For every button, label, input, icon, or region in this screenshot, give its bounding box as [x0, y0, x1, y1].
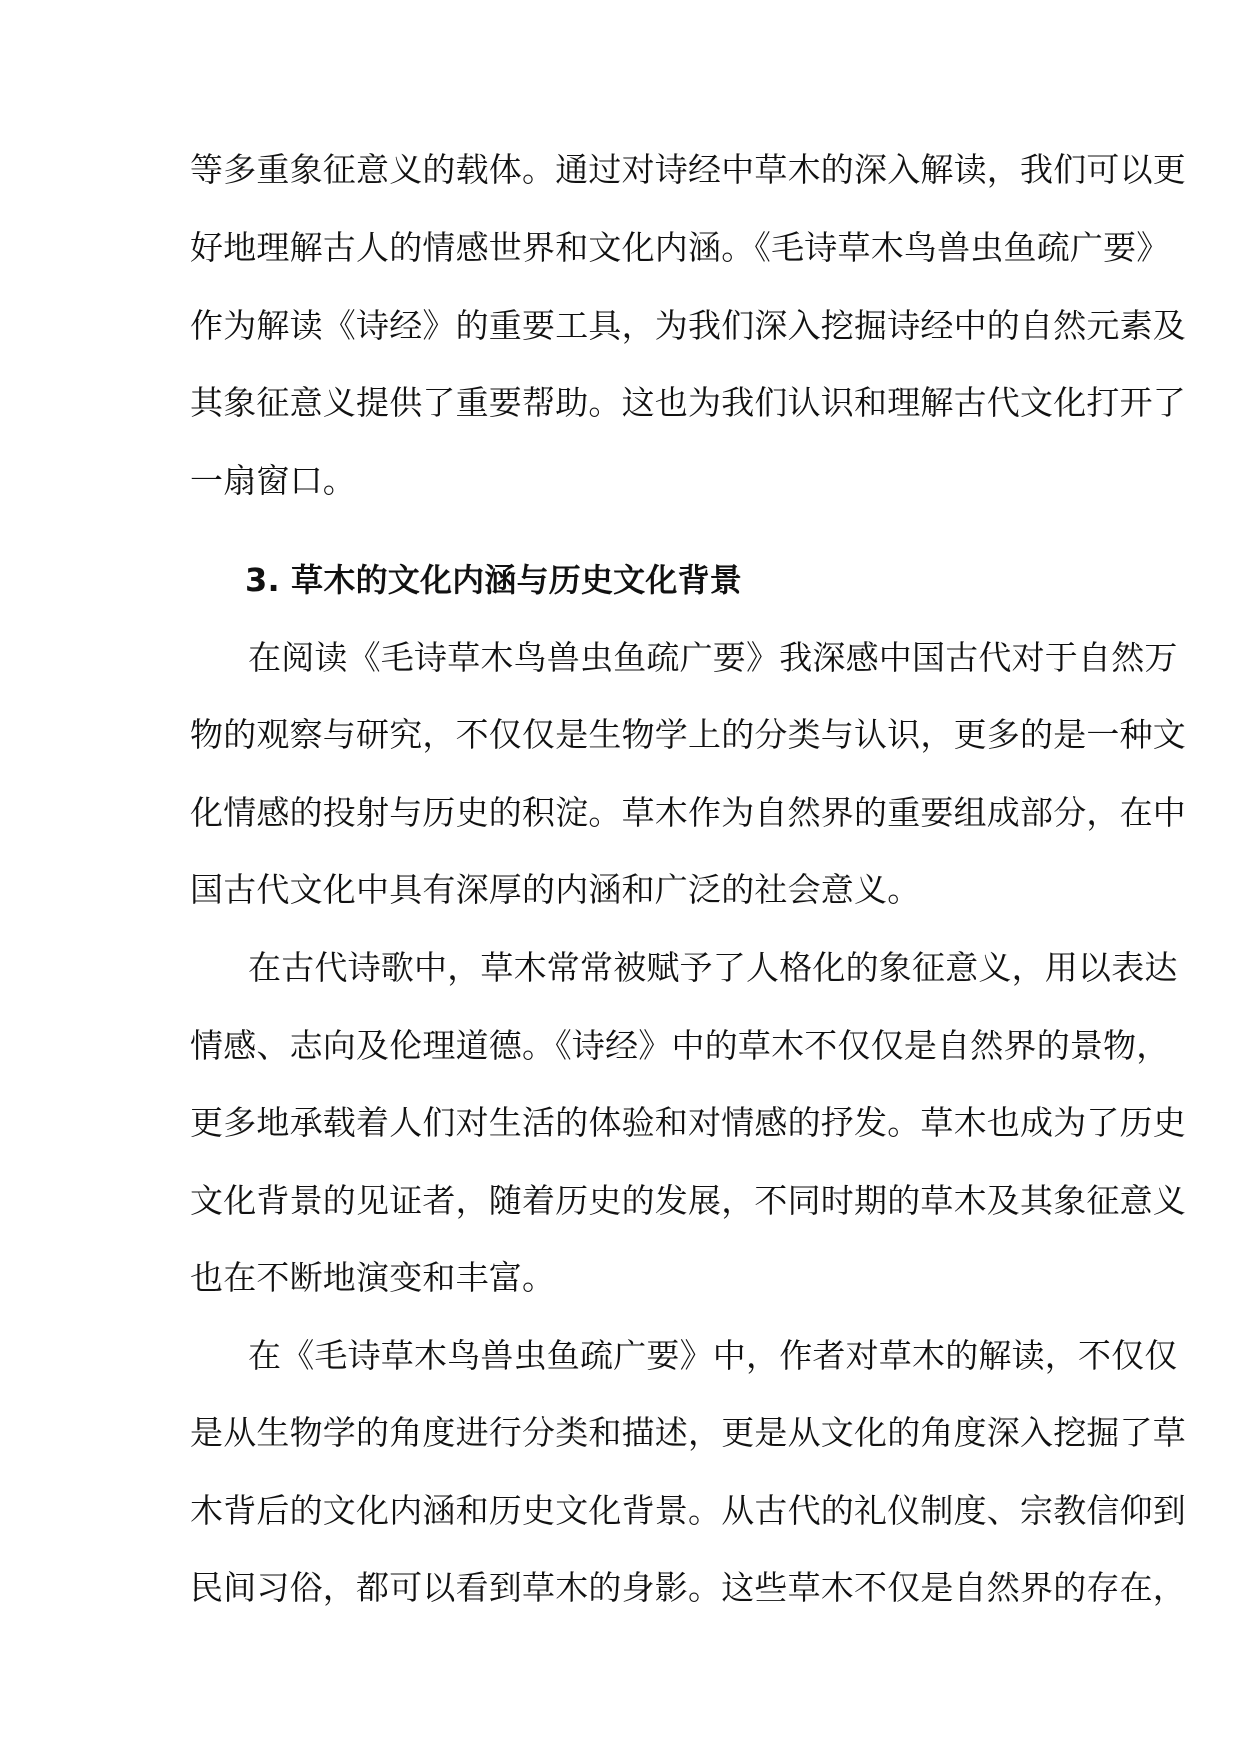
paragraph-line: 民间习俗，都可以看到草木的身影。这些草木不仅是自然界的存在， — [190, 1568, 1186, 1607]
paragraph-line: 其象征意义提供了重要帮助。这也为我们认识和理解古代文化打开了 — [190, 383, 1186, 422]
paragraph-line: 也在不断地演变和丰富。 — [190, 1258, 556, 1297]
paragraph-line: 是从生物学的角度进行分类和描述，更是从文化的角度深入挖掘了草 — [190, 1413, 1186, 1452]
paragraph-line: 在《毛诗草木鸟兽虫鱼疏广要》中，作者对草木的解读，不仅仅 — [248, 1336, 1178, 1375]
paragraph-line: 在阅读《毛诗草木鸟兽虫鱼疏广要》我深感中国古代对于自然万 — [248, 638, 1178, 677]
paragraph-line: 作为解读《诗经》的重要工具，为我们深入挖掘诗经中的自然元素及 — [190, 306, 1186, 345]
paragraph-line: 化情感的投射与历史的积淀。草木作为自然界的重要组成部分，在中 — [190, 793, 1186, 832]
paragraph-line: 好地理解古人的情感世界和文化内涵。《毛诗草木鸟兽虫鱼疏广要》 — [190, 228, 1170, 267]
paragraph-line: 情感、志向及伦理道德。《诗经》中的草木不仅仅是自然界的景物， — [190, 1026, 1170, 1065]
paragraph-line: 国古代文化中具有深厚的内涵和广泛的社会意义。 — [190, 870, 921, 909]
paragraph-line: 文化背景的见证者，随着历史的发展，不同时期的草木及其象征意义 — [190, 1181, 1186, 1220]
paragraph-line: 等多重象征意义的载体。通过对诗经中草木的深入解读，我们可以更 — [190, 150, 1186, 189]
paragraph-line: 一扇窗口。 — [190, 461, 356, 500]
paragraph-line: 木背后的文化内涵和历史文化背景。从古代的礼仪制度、宗教信仰到 — [190, 1491, 1186, 1530]
section-heading: 3. 草木的文化内涵与历史文化背景 — [245, 561, 742, 599]
paragraph-line: 在古代诗歌中，草木常常被赋予了人格化的象征意义，用以表达 — [248, 948, 1178, 987]
paragraph-line: 物的观察与研究，不仅仅是生物学上的分类与认识，更多的是一种文 — [190, 715, 1186, 754]
paragraph-line: 更多地承载着人们对生活的体验和对情感的抒发。草木也成为了历史 — [190, 1103, 1186, 1142]
